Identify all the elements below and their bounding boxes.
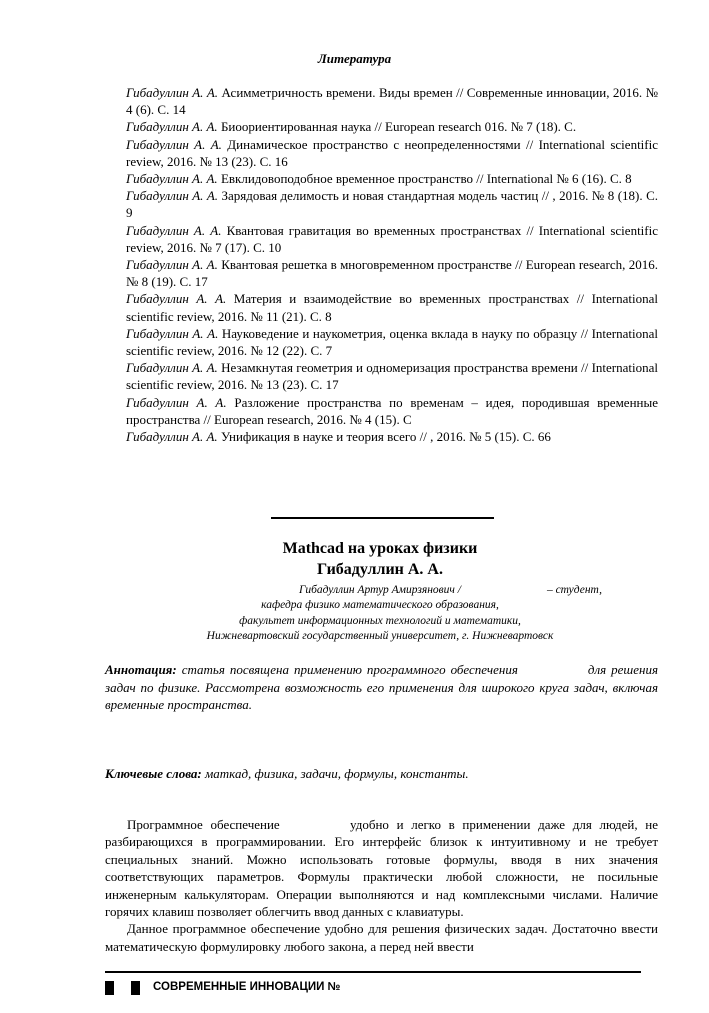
reference-text: Унификация в науке и теория всего // , 2016. № 5 (15). С. 66 [217, 429, 551, 445]
author-affiliation [100, 583, 660, 645]
reference-item [126, 359, 658, 393]
reference-author: Гибадуллин А. А. [126, 429, 218, 445]
abstract-text-part2: для решения задач по физике. Рассмотрена возможность его применения для широкого круга задач, включая временные пространства. [105, 662, 659, 712]
reference-author: Гибадуллин А. А. [126, 171, 218, 187]
keywords-text: маткад, физика, задачи, формулы, константы. [201, 766, 469, 781]
abstract-block [105, 661, 658, 714]
reference-text: Биоориентированная наука // European research 016. № 7 (18). С. [217, 119, 577, 135]
reference-item [126, 222, 658, 256]
body-text-part: удобно и легко в применении даже для людей, не разбирающихся в программировании. Его интерфейс близок к интуитивному и не требует специальных знаний. Можно использовать готовые формулы, вводя в них значения соответствующих параметров. Формулы практически любой сложности, не посильные инженерным калькуляторам. Операции выполняются и над комплексными числами. Наличие горячих клавиш позволяет облегчить ввод данных с клавиатуры. [105, 817, 659, 920]
reference-item [126, 84, 658, 118]
article-body [105, 816, 658, 955]
abstract-text-part1: статья посвящена применению программного обеспечения [176, 662, 518, 677]
reference-item [126, 118, 658, 135]
reference-text: Науковедение и наукометрия, оценка вклада в науку по образцу // International scientific review, 2016. № 12 (22). С. 7 [126, 325, 658, 359]
reference-list [126, 84, 658, 445]
body-paragraph: Данное программное обеспечение удобно для решения физических задач. Достаточно ввести математическую формулировку любого закона, а перед ней ввести [105, 921, 658, 954]
reference-item [126, 325, 658, 359]
body-paragraph [105, 816, 658, 920]
reference-text: Материя и взаимодействие во временных пространствах // International scientific review, 2016. № 11 (21). С. 8 [126, 291, 658, 324]
footer-divider [105, 971, 641, 973]
reference-text: Динамическое пространство с неопределенностями // International scientific review, 2016. № 13 (23). С. 16 [126, 136, 658, 169]
article-author: Гибадуллин А. А. [317, 561, 443, 578]
references-heading: Литература [317, 51, 392, 66]
reference-item [126, 136, 658, 170]
reference-author: Гибадуллин А. А. [126, 85, 219, 100]
reference-text: Квантовая гравитация во временных пространствах // International scientific review, 2016. № 7 (17). С. 10 [126, 222, 658, 255]
page-footer [105, 980, 645, 996]
reference-text: Евклидовоподобное временное пространство // International № 6 (16). С. 8 [217, 171, 632, 187]
body-text-part: Программное обеспечение [127, 817, 280, 832]
article-header [0, 538, 709, 580]
article-title: Mathcad на уроках физики [282, 540, 478, 557]
affiliation-faculty: факультет информационных технологий и математики, [239, 614, 521, 627]
reference-item [126, 187, 658, 221]
reference-text: Зарядовая делимость и новая стандартная модель частиц // , 2016. № 8 (18). С. 9 [126, 188, 658, 221]
reference-item [126, 170, 658, 187]
reference-text: Асимметричность времени. Виды времен // Современные инновации, 2016. № 4 (6). С. 14 [126, 85, 658, 118]
reference-item [126, 256, 658, 290]
affiliation-department: кафедра физико математического образования, [261, 599, 499, 612]
reference-author: Гибадуллин А. А. [126, 119, 218, 135]
reference-text: Квантовая решетка в многовременном пространстве // European research, 2016. № 8 (19). С. 17 [126, 257, 658, 290]
journal-name: СОВРЕМЕННЫЕ ИННОВАЦИИ № [153, 981, 341, 993]
reference-author: Гибадуллин А. А. [126, 222, 222, 238]
reference-author: Гибадуллин А. А. [126, 325, 219, 341]
reference-author: Гибадуллин А. А. [126, 188, 219, 204]
reference-text: Разложение пространства по временам – идея, породившая временные пространства // European research, 2016. № 4 (15). С [126, 394, 658, 427]
reference-author: Гибадуллин А. А. [126, 291, 227, 307]
footer-square-icon [131, 981, 140, 995]
reference-text: Незамкнутая геометрия и одномеризация пространства времени // International scientific review, 2016. № 13 (23). С. 17 [126, 360, 658, 393]
reference-author: Гибадуллин А. А. [126, 394, 227, 410]
affiliation-name-line [100, 583, 660, 598]
abstract-label: Аннотация: [105, 662, 177, 677]
reference-author: Гибадуллин А. А. [126, 136, 222, 152]
reference-author: Гибадуллин А. А. [126, 360, 218, 376]
footer-square-icon [105, 981, 114, 995]
affiliation-status: – студент, [546, 584, 602, 596]
affiliation-name: Гибадуллин Артур Амирзянович / [299, 584, 461, 596]
keywords-label: Ключевые слова: [105, 766, 202, 781]
section-divider [271, 517, 494, 519]
reference-item [126, 428, 658, 445]
reference-item [126, 290, 658, 324]
reference-item [126, 394, 658, 428]
reference-author: Гибадуллин А. А. [126, 257, 218, 273]
keywords-block [105, 765, 658, 782]
affiliation-university: Нижневартовский государственный университет, г. Нижневартовск [206, 630, 554, 643]
